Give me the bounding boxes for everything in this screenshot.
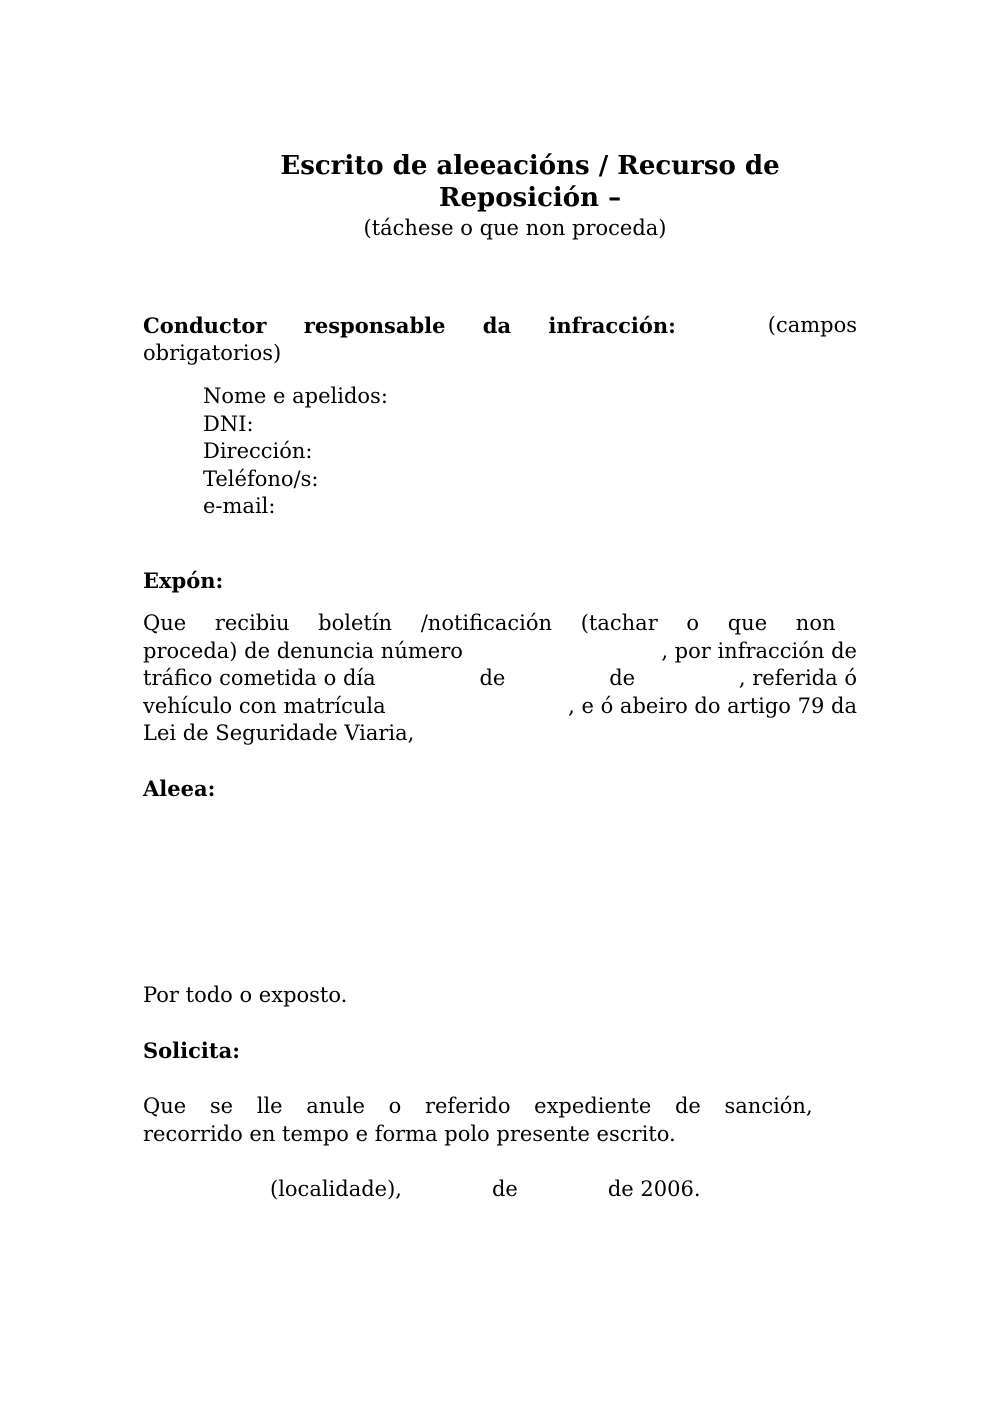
date-de-1: de xyxy=(491,1177,518,1201)
solicita-heading: Solicita: xyxy=(143,1038,240,1063)
expon-line-4 xyxy=(143,693,857,721)
date-line xyxy=(270,1176,701,1204)
document-title xyxy=(270,150,790,214)
expon-line-1-text: Que recibiu boletín /notificación (tachar o que non xyxy=(143,611,836,635)
conductor-heading-row xyxy=(143,312,857,340)
title-line-2: Reposición – xyxy=(438,183,622,213)
expon-line-3d: , referida ó xyxy=(738,666,857,690)
solicita-paragraph xyxy=(143,1093,857,1148)
expon-paragraph xyxy=(143,610,857,748)
solicita-line-1-text: Que se lle anule o referido expediente de sanción, xyxy=(143,1094,813,1118)
solicita-line-1 xyxy=(143,1093,857,1121)
expon-heading: Expón: xyxy=(143,568,224,593)
date-locality: (localidade), xyxy=(270,1177,402,1201)
expon-line-3c: de xyxy=(609,666,636,690)
conductor-note-1: (campos xyxy=(767,313,857,337)
conductor-note-2: obrigatorios) xyxy=(143,340,282,365)
date-de-2: de 2006. xyxy=(607,1177,701,1201)
aleea-heading: Aleea: xyxy=(143,776,216,801)
expon-line-1 xyxy=(143,610,857,638)
solicita-line-2: recorrido en tempo e forma polo presente escrito. xyxy=(143,1121,676,1146)
field-nome: Nome e apelidos: xyxy=(203,384,388,408)
expon-line-3b: de xyxy=(479,666,506,690)
conductor-section xyxy=(143,312,857,367)
field-dni: DNI: xyxy=(203,411,254,436)
conductor-fields xyxy=(203,383,388,521)
exposto-text: Por todo o exposto. xyxy=(143,983,348,1007)
expon-line-2a: proceda) de denuncia número xyxy=(143,638,463,663)
field-email: e-mail: xyxy=(203,494,276,518)
conductor-heading: Conductor responsable da infracción: xyxy=(143,313,676,338)
expon-line-3 xyxy=(143,665,857,693)
expon-line-4a: vehículo con matrícula xyxy=(143,693,386,718)
expon-line-2b: , por infracción de xyxy=(661,638,857,663)
expon-line-2 xyxy=(143,638,857,666)
field-telefono: Teléfono/s: xyxy=(203,466,319,491)
field-direccion: Dirección: xyxy=(203,439,313,463)
title-line-1: Escrito de aleeacións / Recurso de xyxy=(280,151,780,181)
expon-line-3a: tráfico cometida o día xyxy=(143,666,376,690)
expon-line-4b: , e ó abeiro do artigo 79 da xyxy=(568,693,857,718)
title-subtitle: (táchese o que non proceda) xyxy=(363,216,667,240)
expon-line-5: Lei de Seguridade Viaria, xyxy=(143,721,415,745)
